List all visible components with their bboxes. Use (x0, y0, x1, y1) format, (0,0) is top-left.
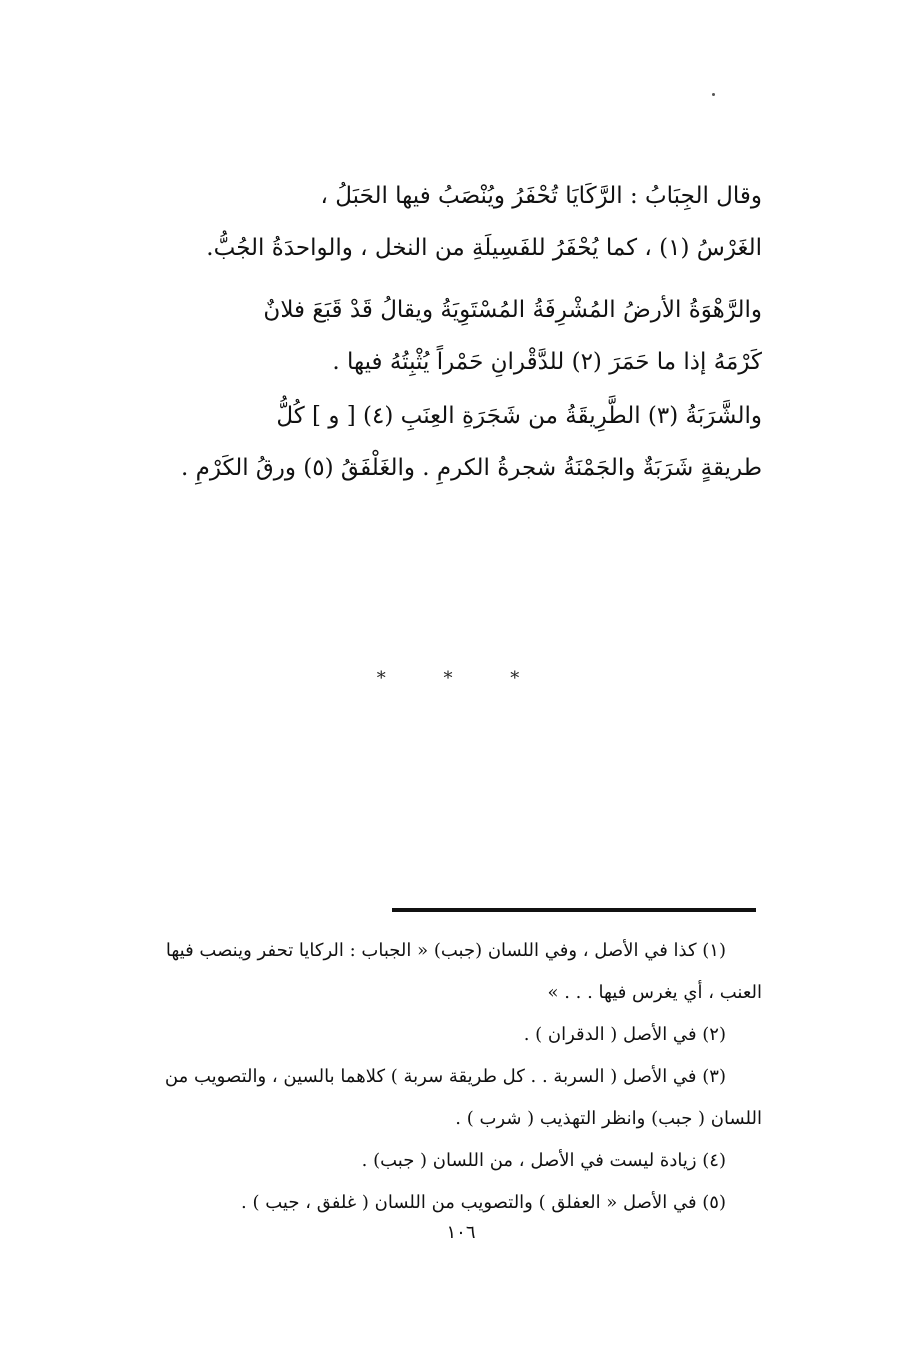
paragraph-2 (140, 284, 762, 388)
paragraph-3-line-2: طريقةٍ شَرَبَةٌ والجَمْنَةُ شجرةُ الكرمِ . والغَلْفَقُ (٥) ورقُ الكَرْمِ . (180, 455, 762, 481)
paragraph-3 (140, 390, 762, 494)
paragraph-2-line-1: والرَّهْوَةُ الأرضُ المُشْرِفَةُ المُسْتَوِيَةُ ويقالُ قَدْ قَبَعَ فلانٌ (263, 297, 762, 323)
footnote-1 (140, 930, 762, 1014)
footnote-4-line-1: (٤) زيادة ليست في الأصل ، من اللسان ( جبب) . (361, 1150, 726, 1171)
page-number: ١٠٦ (446, 1222, 476, 1243)
footnote-4 (140, 1140, 762, 1182)
section-separator: * * * (376, 668, 546, 689)
footnote-3-line-2: اللسان ( جبب) وانظر التهذيب ( شرب ) . (455, 1108, 762, 1129)
scan-speck (712, 93, 715, 96)
footnote-rule (392, 908, 756, 912)
paragraph-3-line-1: والشَّرَبَةُ (٣) الطَّرِيقَةُ من شَجَرَةِ العِنَبِ (٤) [ و ] كُلُّ (276, 403, 762, 429)
footnote-5-line-1: (٥) في الأصل « العفلق ) والتصويب من اللسان ( غلفق ، جيب ) . (241, 1192, 726, 1213)
footnote-2 (140, 1014, 762, 1056)
paragraph-1-line-2: الغَرْسُ (١) ، كما يُحْفَرُ للفَسِيلَةِ من النخل ، والواحدَةُ الجُبُّ. (206, 235, 762, 261)
footnote-3 (140, 1056, 762, 1140)
footnote-5 (140, 1182, 762, 1224)
paragraph-1-line-1: وقال الجِبَابُ : الرَّكَايَا تُحْفَرُ ويُنْصَبُ فيها الحَبَلُ ، (320, 183, 762, 209)
footnote-3-line-1: (٣) في الأصل ( السربة . . كل طريقة سربة ) كلاهما بالسين ، والتصويب من (164, 1066, 726, 1087)
paragraph-1 (140, 170, 762, 274)
footnote-1-line-1: (١) كذا في الأصل ، وفي اللسان (جبب) « الجباب : الركايا تحفر وينصب فيها (165, 940, 726, 961)
footnotes (140, 930, 762, 1224)
paragraph-2-line-2: كَرْمَهُ إذا ما حَمَرَ (٢) للدَّقْرانِ حَمْراً يُثْبِتُهُ فيها . (332, 349, 762, 375)
footnote-2-line-1: (٢) في الأصل ( الدقران ) . (523, 1024, 726, 1045)
footnote-1-line-2: العنب ، أي يغرس فيها . . . » (547, 982, 762, 1003)
